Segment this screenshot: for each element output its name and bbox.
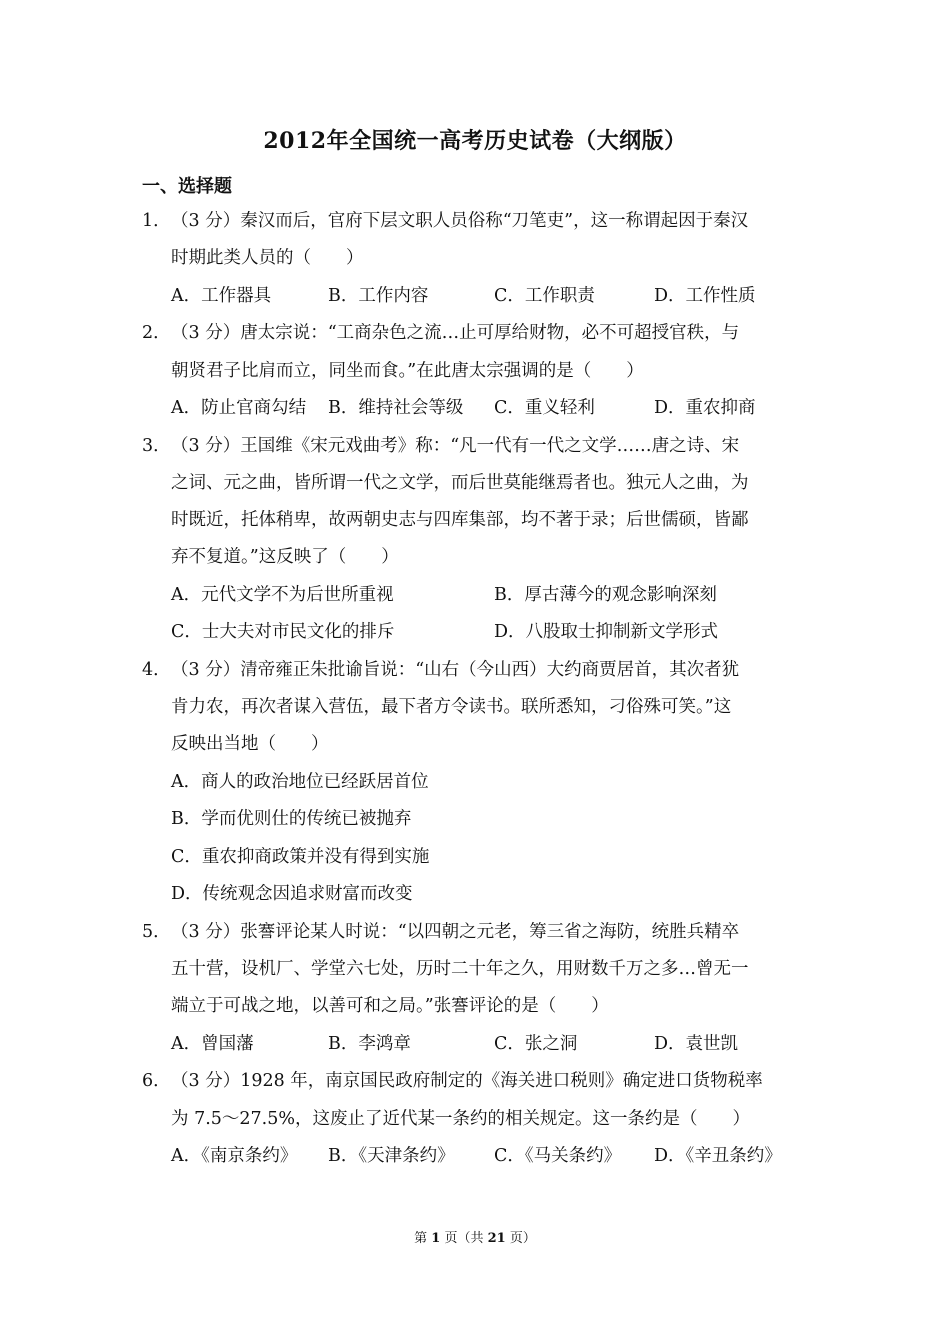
option-b[interactable]: B．学而优则仕的传统已被抛弃 bbox=[171, 809, 412, 829]
option-a[interactable]: A．元代文学不为后世所重视 bbox=[171, 585, 394, 605]
question-number: 4． bbox=[142, 660, 171, 680]
option-d[interactable]: D．工作性质 bbox=[654, 286, 756, 306]
question-number: 1． bbox=[142, 211, 171, 231]
option-d[interactable]: D．《辛丑条约》 bbox=[654, 1146, 782, 1166]
question-text-line: （3 分）1928 年，南京国民政府制定的《海关进口税则》确定进口货物税率 bbox=[171, 1071, 763, 1091]
question-text-line: （3 分）清帝雍正朱批谕旨说：“山右（今山西）大约商贾居首，其次者犹 bbox=[171, 660, 740, 680]
question-text-line: 之词、元之曲，皆所谓一代之文学，而后世莫能继焉者也。独元人之曲，为 bbox=[171, 473, 749, 493]
footer-prefix: 第 bbox=[414, 1231, 428, 1246]
question-text-line: （3 分）秦汉而后，官府下层文职人员俗称“刀笔吏”，这一称谓起因于秦汉 bbox=[171, 211, 749, 231]
option-d[interactable]: D．重农抑商 bbox=[654, 398, 756, 418]
option-c[interactable]: C．重农抑商政策并没有得到实施 bbox=[171, 847, 430, 867]
question-text-line: （3 分）张謇评论某人时说：“以四朝之元老，筹三省之海防，统胜兵精卒 bbox=[171, 922, 740, 942]
option-c[interactable]: C．重义轻利 bbox=[494, 398, 595, 418]
option-a[interactable]: A．工作器具 bbox=[171, 286, 272, 306]
question-text-line: 端立于可战之地，以善可和之局。”张謇评论的是（ ） bbox=[171, 996, 609, 1016]
option-c[interactable]: C．张之洞 bbox=[494, 1034, 578, 1054]
question-text-line: （3 分）唐太宗说：“工商杂色之流…止可厚给财物，必不可超授官秩，与 bbox=[171, 323, 740, 343]
option-a[interactable]: A．《南京条约》 bbox=[171, 1146, 298, 1166]
page-footer bbox=[0, 1227, 950, 1246]
option-a[interactable]: A．商人的政治地位已经跃居首位 bbox=[171, 772, 429, 792]
question-text-line: 五十营，设机厂、学堂六七处，历时二十年之久，用财数千万之多…曾无一 bbox=[171, 959, 749, 979]
option-b[interactable]: B．维持社会等级 bbox=[328, 398, 464, 418]
question-text-line: 反映出当地（ ） bbox=[171, 734, 329, 754]
question-text-line: 肯力农，再次者谋入营伍，最下者方令读书。联所悉知，刁俗殊可笑。”这 bbox=[171, 697, 732, 717]
question-number: 3． bbox=[142, 436, 171, 456]
question-number: 6． bbox=[142, 1071, 171, 1091]
footer-middle: 页（共 bbox=[444, 1231, 484, 1246]
option-a[interactable]: A．曾国藩 bbox=[171, 1034, 254, 1054]
question-text-line: 朝贤君子比肩而立，同坐而食。”在此唐太宗强调的是（ ） bbox=[171, 361, 644, 381]
question-text-line: 弃不复道。”这反映了（ ） bbox=[171, 547, 399, 567]
total-pages: 21 bbox=[487, 1231, 506, 1246]
option-c[interactable]: C．士大夫对市民文化的排斥 bbox=[171, 622, 395, 642]
option-b[interactable]: B．工作内容 bbox=[328, 286, 429, 306]
question-text-line: （3 分）王国维《宋元戏曲考》称：“凡一代有一代之文学……唐之诗、宋 bbox=[171, 436, 740, 456]
option-c[interactable]: C．工作职责 bbox=[494, 286, 595, 306]
option-d[interactable]: D．传统观念因追求财富而改变 bbox=[171, 884, 413, 904]
page-number: 1 bbox=[431, 1231, 441, 1246]
question-text-line: 时既近，托体稍卑，故两朝史志与四库集部，均不著于录；后世儒硕，皆鄙 bbox=[171, 510, 749, 530]
question-number: 2． bbox=[142, 323, 171, 343]
option-b[interactable]: B．厚古薄今的观念影响深刻 bbox=[494, 585, 717, 605]
option-b[interactable]: B．《天津条约》 bbox=[328, 1146, 455, 1166]
page-title: 2012年全国统一高考历史试卷（大纲版） bbox=[263, 128, 687, 154]
question-text-line: 时期此类人员的（ ） bbox=[171, 248, 364, 268]
option-b[interactable]: B．李鸿章 bbox=[328, 1034, 411, 1054]
question-number: 5． bbox=[142, 922, 171, 942]
option-d[interactable]: D．八股取士抑制新文学形式 bbox=[494, 622, 719, 642]
footer-suffix: 页） bbox=[509, 1231, 536, 1246]
option-a[interactable]: A．防止官商勾结 bbox=[171, 398, 307, 418]
option-d[interactable]: D．袁世凯 bbox=[654, 1034, 739, 1054]
section-title: 一、选择题 bbox=[142, 176, 232, 197]
question-text-line: 为 7.5～27.5%，这废止了近代某一条约的相关规定。这一条约是（ ） bbox=[171, 1109, 750, 1129]
option-c[interactable]: C．《马关条约》 bbox=[494, 1146, 622, 1166]
